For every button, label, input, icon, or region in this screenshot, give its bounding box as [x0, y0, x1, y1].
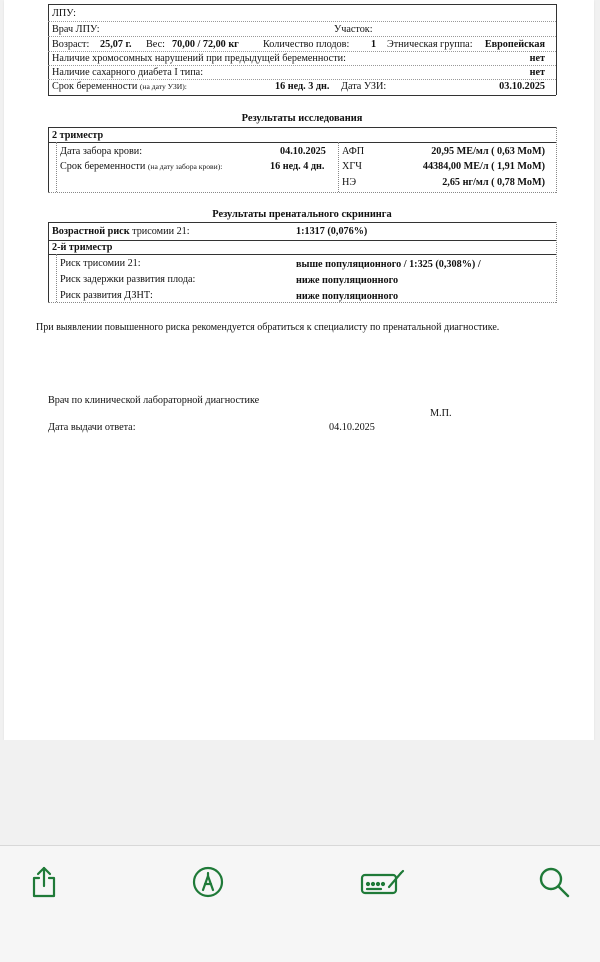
age-risk-value: 1:1317 (0,076%): [296, 226, 368, 237]
us-date-value: 03.10.2025: [499, 81, 545, 92]
marker-value: 2,65 нг/мл ( 0,78 МоМ): [442, 177, 545, 188]
weight-label: Вес:: [146, 39, 165, 50]
results-gest-text: Срок беременности: [60, 161, 146, 172]
risk-value: ниже популяционного: [296, 275, 399, 286]
results-rule: [48, 142, 556, 143]
results-inner-left: [56, 142, 57, 192]
risk-label: Риск задержки развития плода:: [60, 274, 196, 285]
scan-text-button[interactable]: [358, 860, 406, 904]
scan-keyboard-icon: [359, 865, 405, 899]
issue-date-value: 04.10.2025: [329, 422, 375, 433]
share-button[interactable]: [22, 860, 66, 904]
marker-value: 44384,00 МЕ/л ( 1,91 МоМ): [422, 161, 545, 172]
row-separator: [48, 36, 556, 37]
results-trimester: 2 триместр: [52, 130, 104, 141]
results-bottom: [48, 192, 556, 193]
screening-rule: [48, 254, 556, 255]
results-right: [556, 127, 557, 193]
top-rule: [48, 4, 556, 5]
risk-label: Риск трисомии 21:: [60, 258, 141, 269]
diabetes-value: нет: [529, 67, 545, 78]
age-label: Возраст:: [52, 39, 90, 50]
gest-note: (на дату УЗИ):: [139, 82, 187, 91]
results-left: [48, 127, 49, 193]
fetus-count-value: 1: [371, 39, 377, 50]
risk-label: Риск развития ДЗНТ:: [60, 290, 153, 301]
age-value: 25,07 г.: [100, 39, 132, 50]
results-top-rule: [48, 127, 556, 128]
age-risk-label-rest: трисомии 21:: [132, 226, 190, 237]
recommendation-text: При выявлении повышенного риска рекомендуется обратиться к специалисту по пренатальной диагностике.: [36, 322, 500, 333]
district-label: Участок:: [334, 24, 373, 35]
ethnic-label: Этническая группа:: [387, 39, 473, 50]
stamp-label: М.П.: [430, 408, 452, 419]
info-box-right: [556, 4, 557, 95]
markup-icon: [191, 865, 225, 899]
doctor-lpu-label: Врач ЛПУ:: [52, 24, 100, 35]
results-gest-label: [60, 160, 222, 173]
marker-name: ХГЧ: [342, 161, 362, 172]
marker-name: АФП: [342, 146, 365, 157]
chromo-label: Наличие хромосомных нарушений при предыдущей беременности:: [52, 53, 346, 64]
info-box-bottom: [48, 95, 556, 96]
gest-label-text: Срок беременности: [52, 81, 138, 92]
share-icon: [29, 865, 59, 899]
gest-value: 16 нед. 3 дн.: [275, 81, 330, 92]
fetus-count-label: Количество плодов:: [263, 39, 350, 50]
viewer-background: [0, 740, 600, 845]
doctor-sign-label: Врач по клинической лабораторной диагностике: [48, 395, 260, 406]
search-button[interactable]: [532, 860, 576, 904]
issue-date-label: Дата выдачи ответа:: [48, 422, 136, 433]
bottom-toolbar: [0, 845, 600, 962]
screening-right: [556, 222, 557, 303]
blood-date-value: 04.10.2025: [280, 146, 326, 157]
ethnic-value: Европейская: [484, 39, 545, 50]
risk-value: ниже популяционного: [296, 291, 399, 302]
weight-value: 70,00 / 72,00 кг: [172, 39, 239, 50]
risk-value: выше популяционного / 1:325 (0,308%) /: [296, 259, 481, 270]
results-mid: [338, 142, 339, 192]
document-page: [4, 0, 594, 740]
results-gest-note: (на дату забора крови):: [147, 162, 223, 171]
screening-bottom: [48, 302, 556, 303]
screening-rule: [48, 240, 556, 241]
info-box-left: [48, 4, 49, 95]
results-title: Результаты исследования: [241, 113, 363, 124]
screening-left: [48, 222, 49, 303]
search-icon: [537, 865, 571, 899]
screening-top-rule: [48, 222, 556, 223]
marker-value: 20,95 МЕ/мл ( 0,63 МоМ): [431, 146, 545, 157]
screening-trimester: 2-й триместр: [52, 242, 113, 253]
age-risk-label: [52, 225, 190, 238]
gest-label: [52, 80, 187, 93]
lpu-label: ЛПУ:: [52, 8, 76, 19]
marker-name: НЭ: [342, 177, 357, 188]
diabetes-label: Наличие сахарного диабета I типа:: [52, 67, 204, 78]
results-gest-value: 16 нед. 4 дн.: [270, 161, 325, 172]
row-separator: [48, 21, 556, 22]
us-date-label: Дата УЗИ:: [341, 81, 387, 92]
markup-button[interactable]: [186, 860, 230, 904]
blood-date-label: Дата забора крови:: [60, 146, 143, 157]
chromo-value: нет: [529, 53, 545, 64]
age-risk-label-bold: Возрастной риск: [52, 226, 130, 237]
screening-inner-left: [56, 254, 57, 302]
screening-title: Результаты пренатального скрининга: [212, 209, 392, 220]
